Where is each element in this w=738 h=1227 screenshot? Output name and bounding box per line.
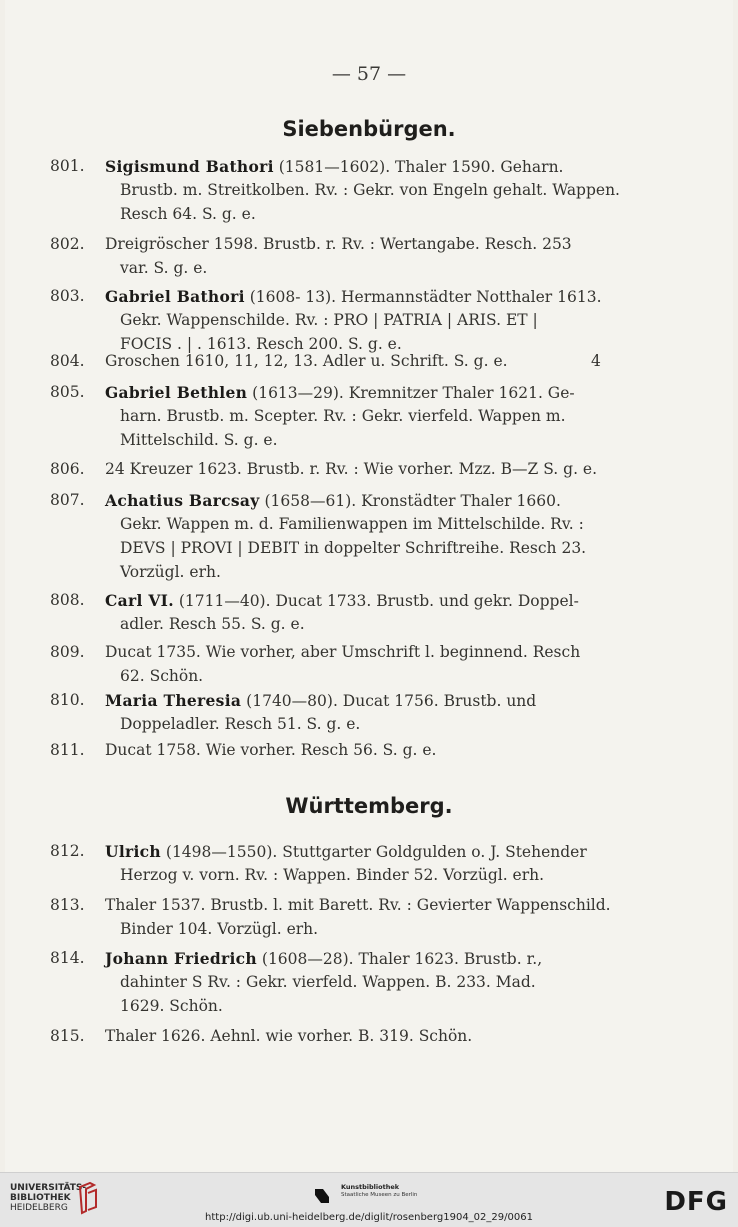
entry-line: DEVS | PROVI | DEBIT in doppelter Schriftreihe. Resch 23. xyxy=(120,539,587,557)
entry-number: 805. xyxy=(50,383,85,401)
entry-text: (1581—1602). Thaler 1590. Geharn. xyxy=(273,158,564,176)
dfg-logo[interactable]: DFG xyxy=(664,1187,728,1217)
entry-text: (1711—40). Ducat 1733. Brustb. und gekr. Doppel- xyxy=(173,592,579,610)
entry-line: Doppeladler. Resch 51. S. g. e. xyxy=(120,715,361,733)
entry-number: 803. xyxy=(50,287,85,305)
section-title-siebenbuergen: Siebenbürgen. xyxy=(282,117,456,141)
entry-line: Ducat 1758. Wie vorher. Resch 56. S. g. e. xyxy=(105,741,437,759)
entry-number: 809. xyxy=(50,643,85,661)
entry-line: FOCIS . | . 1613. Resch 200. S. g. e. xyxy=(120,335,402,353)
kb-title: Kunstbibliothek xyxy=(341,1183,400,1191)
ub-logo-line: UNIVERSITÄTS- xyxy=(10,1183,87,1193)
entry-line xyxy=(105,381,575,405)
entry-number: 808. xyxy=(50,591,85,609)
entry-line: Groschen 1610, 11, 12, 13. Adler u. Schrift. S. g. e. xyxy=(105,352,508,370)
entry-line: Gekr. Wappenschilde. Rv. : PRO | PATRIA | ARIS. ET | xyxy=(120,311,538,329)
ub-emblem-icon xyxy=(76,1181,98,1215)
entry-line xyxy=(105,947,542,971)
entry-text: (1498—1550). Stuttgarter Goldgulden o. J. Stehender xyxy=(160,843,587,861)
ub-logo-line: HEIDELBERG xyxy=(10,1203,68,1213)
entry-number: 815. xyxy=(50,1027,85,1045)
entry-text: (1613—29). Kremnitzer Thaler 1621. Ge- xyxy=(247,384,575,402)
entry-number: 801. xyxy=(50,157,85,175)
entry-line: 62. Schön. xyxy=(120,667,204,685)
source-url[interactable]: http://digi.ub.uni-heidelberg.de/diglit/rosenberg1904_02_29/0061 xyxy=(205,1212,533,1223)
page-number: — 57 — xyxy=(331,63,407,85)
ruler-name: Maria Theresia xyxy=(105,691,242,710)
entry-number: 814. xyxy=(50,949,85,967)
ruler-name: Gabriel Bethlen xyxy=(105,383,248,402)
entry-line: dahinter S Rv. : Gekr. vierfeld. Wappen. B. 233. Mad. xyxy=(120,973,536,991)
entry-line: 1629. Schön. xyxy=(120,997,223,1015)
ruler-name: Sigismund Bathori xyxy=(105,157,274,176)
entry-number: 810. xyxy=(50,691,85,709)
entry-line: Resch 64. S. g. e. xyxy=(120,205,256,223)
entry-number: 813. xyxy=(50,896,85,914)
entry-line xyxy=(105,285,602,309)
entry-number: 812. xyxy=(50,842,85,860)
ruler-name: Ulrich xyxy=(105,842,161,861)
ub-logo-line: BIBLIOTHEK xyxy=(10,1193,71,1203)
entry-line xyxy=(105,489,561,513)
ruler-name: Achatius Barcsay xyxy=(105,491,260,510)
entry-number: 802. xyxy=(50,235,85,253)
entry-line xyxy=(105,689,536,713)
entry-number: 811. xyxy=(50,741,85,759)
entry-line xyxy=(105,155,563,179)
entry-text: (1608—28). Thaler 1623. Brustb. r., xyxy=(256,950,543,968)
document-page xyxy=(5,0,733,1172)
entry-line: Mittelschild. S. g. e. xyxy=(120,431,278,449)
entry-line: Ducat 1735. Wie vorher, aber Umschrift l. beginnend. Resch xyxy=(105,643,581,661)
entry-text: (1740—80). Ducat 1756. Brustb. und xyxy=(241,692,537,710)
entry-number: 804. xyxy=(50,352,85,370)
entry-text: (1658—61). Kronstädter Thaler 1660. xyxy=(259,492,561,510)
quantity-marker: 4 xyxy=(591,352,601,370)
entry-line: Brustb. m. Streitkolben. Rv. : Gekr. von Engeln gehalt. Wappen. xyxy=(120,181,620,199)
entry-line: 24 Kreuzer 1623. Brustb. r. Rv. : Wie vorher. Mzz. B—Z S. g. e. xyxy=(105,460,598,478)
entry-line: Vorzügl. erh. xyxy=(120,563,221,581)
ruler-name: Carl VI. xyxy=(105,591,174,610)
entry-line xyxy=(105,840,587,864)
ruler-name: Johann Friedrich xyxy=(105,949,257,968)
entry-line: Thaler 1537. Brustb. l. mit Barett. Rv. : Gevierter Wappenschild. xyxy=(105,896,611,914)
kunstbibliothek-mark-icon xyxy=(313,1187,331,1205)
section-title-wuerttemberg: Württemberg. xyxy=(285,794,453,818)
entry-line: harn. Brustb. m. Scepter. Rv. : Gekr. vierfeld. Wappen m. xyxy=(120,407,566,425)
entry-line: Herzog v. vorn. Rv. : Wappen. Binder 52. Vorzügl. erh. xyxy=(120,866,545,884)
entry-line: Thaler 1626. Aehnl. wie vorher. B. 319. Schön. xyxy=(105,1027,473,1045)
entry-number: 807. xyxy=(50,491,85,509)
entry-line: Dreigröscher 1598. Brustb. r. Rv. : Wertangabe. Resch. 253 xyxy=(105,235,572,253)
entry-line: Binder 104. Vorzügl. erh. xyxy=(120,920,319,938)
kb-subtitle: Staatliche Museen zu Berlin xyxy=(341,1192,418,1198)
ub-heidelberg-logo[interactable] xyxy=(10,1183,86,1213)
entry-number: 806. xyxy=(50,460,85,478)
entry-line: var. S. g. e. xyxy=(120,259,208,277)
entry-text: (1608- 13). Hermannstädter Notthaler 1613. xyxy=(244,288,602,306)
entry-line xyxy=(105,589,579,613)
entry-line: adler. Resch 55. S. g. e. xyxy=(120,615,305,633)
entry-line: Gekr. Wappen m. d. Familienwappen im Mittelschilde. Rv. : xyxy=(120,515,584,533)
ruler-name: Gabriel Bathori xyxy=(105,287,245,306)
